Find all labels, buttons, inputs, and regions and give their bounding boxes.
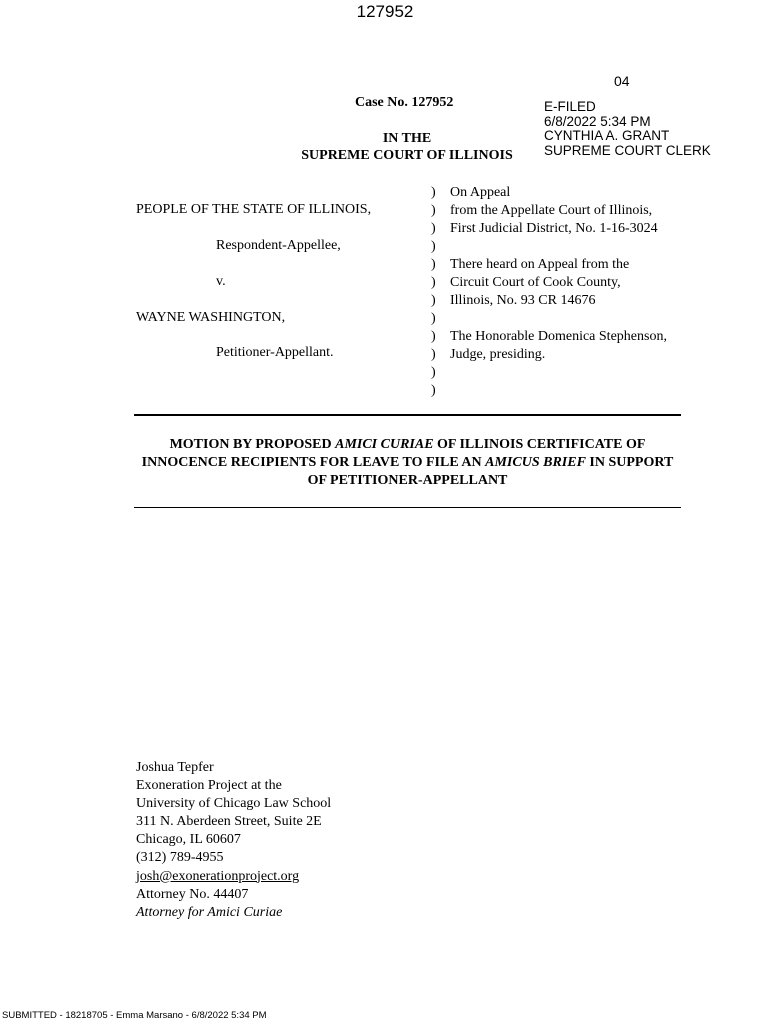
efile-label: E-FILED bbox=[544, 99, 596, 114]
attorney-name: Joshua Tepfer bbox=[136, 760, 214, 775]
appeal-line: On Appeal bbox=[450, 185, 511, 200]
party-2-role: Petitioner-Appellant. bbox=[216, 345, 334, 360]
party-2: WAYNE WASHINGTON, bbox=[136, 310, 286, 325]
clerk-name: CYNTHIA A. GRANT bbox=[544, 128, 670, 143]
paren: ) bbox=[431, 347, 436, 362]
attorney-role: Attorney for Amici Curiae bbox=[136, 904, 283, 920]
paren: ) bbox=[431, 257, 436, 272]
paren: ) bbox=[431, 311, 436, 326]
caption-parentheses bbox=[431, 184, 436, 400]
appeal-line bbox=[450, 310, 667, 328]
motion-title bbox=[134, 436, 681, 490]
party-1: PEOPLE OF THE STATE OF ILLINOIS, bbox=[136, 202, 372, 217]
title-part: IN SUPPORT OF PETITIONER-APPELLANT bbox=[307, 455, 674, 488]
paren: ) bbox=[431, 275, 436, 290]
efile-timestamp: 6/8/2022 5:34 PM bbox=[544, 113, 651, 129]
bottom-rule bbox=[134, 507, 681, 508]
submission-footer: SUBMITTED - 18218705 - Emma Marsano - 6/8/2022 5:34 PM bbox=[2, 1010, 267, 1021]
case-number: Case No. 127952 bbox=[355, 95, 454, 110]
corner-code: 04 bbox=[614, 73, 630, 89]
clerk-title: SUPREME COURT CLERK bbox=[544, 142, 711, 158]
appeal-line: Illinois, No. 93 CR 14676 bbox=[450, 293, 596, 308]
appeal-line: Judge, presiding. bbox=[450, 347, 546, 362]
efile-stamp bbox=[544, 100, 711, 158]
title-part: MOTION BY PROPOSED bbox=[169, 437, 336, 452]
paren: ) bbox=[431, 365, 436, 380]
organization-line-1: Exoneration Project at the bbox=[136, 778, 282, 794]
title-italic: AMICI CURIAE bbox=[335, 437, 434, 452]
paren: ) bbox=[431, 383, 436, 398]
signature-block bbox=[136, 759, 331, 922]
attorney-number: Attorney No. 44407 bbox=[136, 886, 249, 902]
appeal-line: First Judicial District, No. 1-16-3024 bbox=[450, 221, 658, 236]
document-number: 127952 bbox=[356, 2, 414, 21]
appeal-line: The Honorable Domenica Stephenson, bbox=[450, 329, 667, 344]
appeal-line: There heard on Appeal from the bbox=[450, 257, 630, 272]
party-1-role: Respondent-Appellee, bbox=[216, 238, 341, 253]
appeal-info bbox=[450, 184, 667, 364]
city-state-zip: Chicago, IL 60607 bbox=[136, 832, 241, 848]
court-line-1: IN THE bbox=[382, 131, 432, 146]
title-italic: AMICUS BRIEF bbox=[485, 455, 586, 470]
paren: ) bbox=[431, 203, 436, 218]
versus: v. bbox=[216, 274, 226, 289]
paren: ) bbox=[431, 221, 436, 236]
paren: ) bbox=[431, 293, 436, 308]
phone-number: (312) 789-4955 bbox=[136, 850, 224, 866]
court-name bbox=[292, 130, 522, 164]
top-rule bbox=[134, 414, 681, 416]
paren: ) bbox=[431, 329, 436, 344]
appeal-line bbox=[450, 238, 667, 256]
title-part: OF ILLINOIS CERTIFICATE OF INNOCENCE RECIPIENTS FOR LEAVE TO FILE AN bbox=[141, 437, 646, 470]
email-link[interactable]: josh@exonerationproject.org bbox=[136, 868, 300, 884]
appeal-line: from the Appellate Court of Illinois, bbox=[450, 203, 653, 218]
organization-line-2: University of Chicago Law School bbox=[136, 796, 332, 812]
court-line-2: SUPREME COURT OF ILLINOIS bbox=[301, 148, 513, 163]
appeal-line: Circuit Court of Cook County, bbox=[450, 275, 621, 290]
paren: ) bbox=[431, 185, 436, 200]
street-address: 311 N. Aberdeen Street, Suite 2E bbox=[136, 814, 322, 830]
paren: ) bbox=[431, 239, 436, 254]
